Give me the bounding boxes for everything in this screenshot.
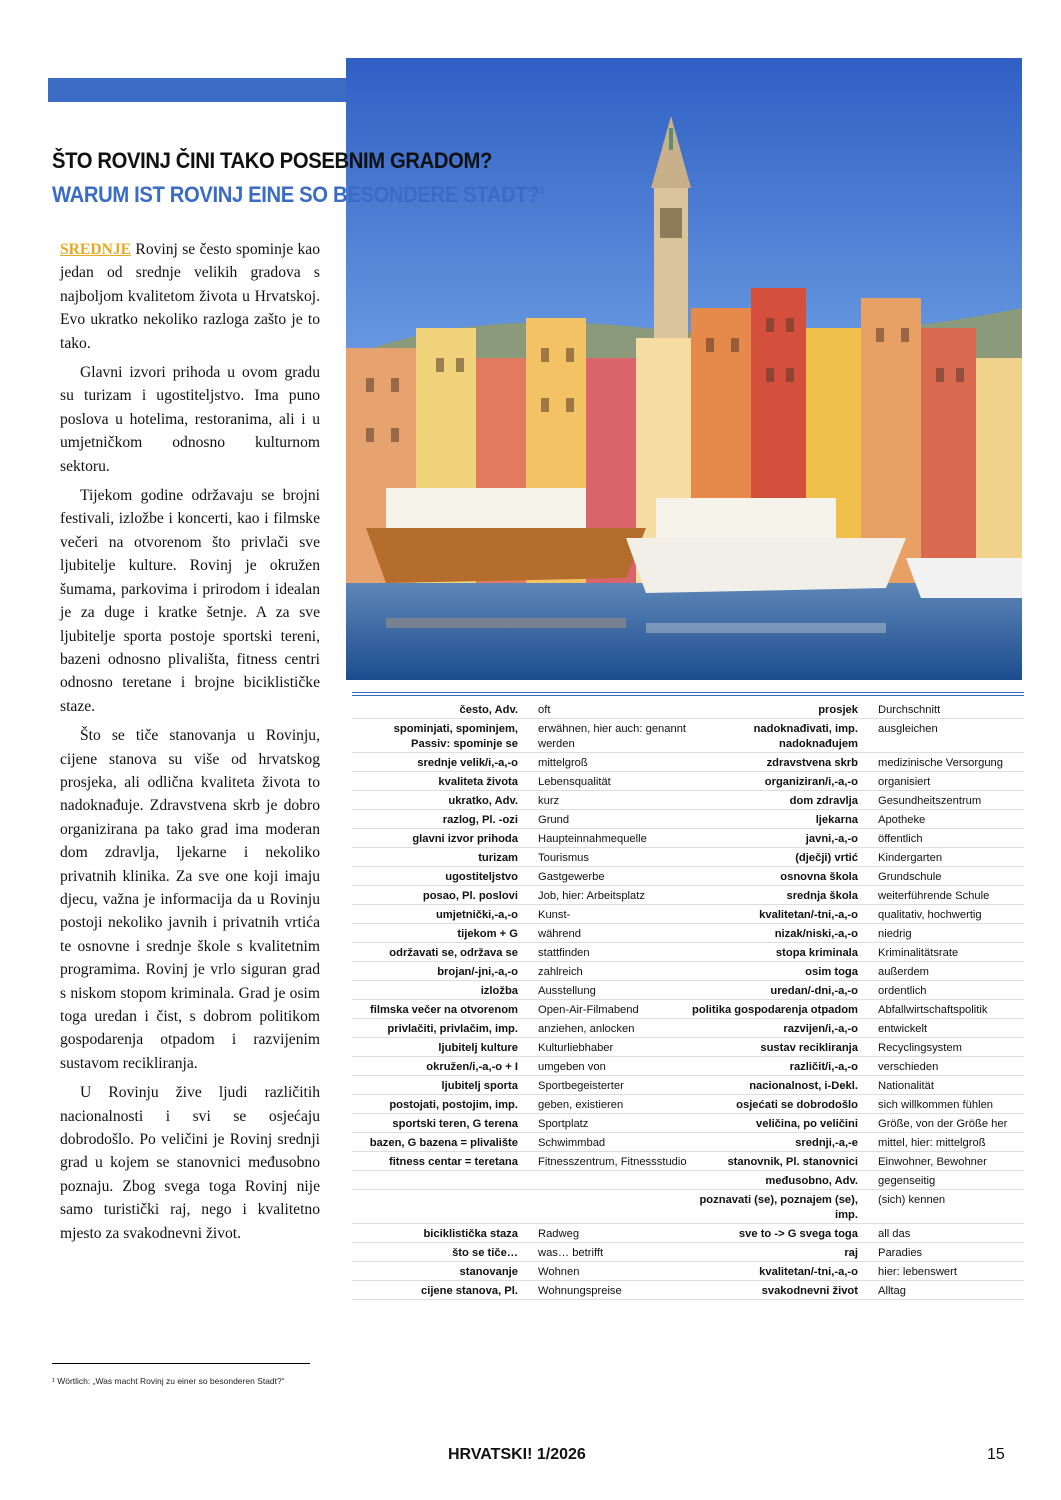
vocab-row <box>352 981 1024 1000</box>
vocab-term-hr-2: poznavati (se), poznajem (se), imp. <box>699 1194 858 1221</box>
vocab-row <box>352 829 1024 848</box>
vocab-term-hr: tijekom + G <box>457 928 518 940</box>
vocab-term-hr-2: razvijen/i,-a,-o <box>783 1023 858 1035</box>
vocab-row <box>352 867 1024 886</box>
vocab-term-hr-2: srednji,-a,-e <box>795 1137 858 1149</box>
vocab-term-hr <box>352 1190 524 1223</box>
vocab-term-hr: ljubitelj sporta <box>441 1080 518 1092</box>
vocab-term-hr-2: dom zdravlja <box>789 795 858 807</box>
vocab-term-hr: sportski teren, G terena <box>392 1118 518 1130</box>
footnote: ¹ Wörtlich: „Was macht Rovinj zu einer so besonderen Stadt?“ <box>52 1376 285 1386</box>
vocab-translation-de-2: Grundschule <box>878 871 942 883</box>
vocab-term-hr-2: politika gospodarenja otpadom <box>692 1004 858 1016</box>
vocab-row <box>352 1057 1024 1076</box>
vocab-translation-de: Wohnen <box>538 1266 580 1278</box>
vocab-translation-de-2: Paradies <box>878 1247 923 1259</box>
vocab-term-hr: fitness centar = teretana <box>388 1156 518 1168</box>
vocab-translation-de: Sportbegeisterter <box>538 1080 624 1092</box>
vocab-translation-de-2: ordentlich <box>878 985 927 997</box>
article-paragraph-2: Glavni izvori prihoda u ovom gradu su turizam i ugostiteljstvo. Ima puno poslova u hotelima, restoranima, ali i u umjetničkom odnosno kulturnom sektoru. <box>60 364 320 475</box>
vocab-row <box>352 1171 1024 1190</box>
vocab-translation-de-2: niedrig <box>878 928 912 940</box>
vocab-row <box>352 1000 1024 1019</box>
vocab-term-hr: biciklistička staza <box>423 1228 518 1240</box>
vocab-translation-de-2: Apotheke <box>878 814 926 826</box>
vocab-translation-de: erwähnen, hier auch: genannt werden <box>538 723 687 750</box>
vocab-term-hr-2: međusobno, Adv. <box>765 1175 858 1187</box>
vocab-term-hr-2: stopa kriminala <box>775 947 858 959</box>
vocab-row <box>352 924 1024 943</box>
footnote-divider <box>52 1363 310 1364</box>
vocab-term-hr-2: srednja škola <box>786 890 858 902</box>
vocab-translation-de: oft <box>538 704 551 716</box>
vocab-row <box>352 886 1024 905</box>
vocab-translation-de-2: all das <box>878 1228 911 1240</box>
vocab-term-hr: glavni izvor prihoda <box>412 833 518 845</box>
vocab-translation-de-2: mittel, hier: mittelgroß <box>878 1137 986 1149</box>
vocab-term-hr: okružen/i,-a,-o + I <box>426 1061 518 1073</box>
vocab-term-hr-2: svakodnevni život <box>761 1285 858 1297</box>
vocab-translation-de-2: Einwohner, Bewohner <box>878 1156 987 1168</box>
vocab-translation-de-2: Kriminalitätsrate <box>878 947 959 959</box>
vocab-term-hr: bazen, G bazena = plivalište <box>369 1137 518 1149</box>
vocab-term-hr-2: uredan/-dni,-a,-o <box>770 985 858 997</box>
vocab-term-hr: spominjati, spominjem, Passiv: spominje se <box>393 723 518 750</box>
vocab-term-hr: stanovanje <box>459 1266 518 1278</box>
magazine-issue: HRVATSKI! 1/2026 <box>448 1446 586 1463</box>
article-paragraph-4: Što se tiče stanovanja u Rovinju, cijene stanova su više od hrvatskog prosjeka, ali odlična kvaliteta života to nadoknađuje. Zdravstvena skrb je dobro organizirana pa tako grad ima moderan dom zdravlja, ljekarne i nekoliko privatnih klinika. Za sve one koji imaju djecu, važna je informacija da u Rovinju postoji nekoliko javnih i privatnih vrtića te osnovne i srednje škole s kvalitetnim programima. Rovinj je vrlo siguran grad s niskom stopom kriminala. Grad je osim toga uredan i čist, s dobrom politikom gospodarenja otpadom i razvijenim sustavom recikliranja. <box>60 727 320 1072</box>
vocab-term-hr: održavati se, održava se <box>389 947 518 959</box>
vocab-translation-de-2: ausgleichen <box>878 723 938 735</box>
vocab-row <box>352 1152 1024 1171</box>
vocab-translation-de-2: medizinische Versorgung <box>878 757 1003 769</box>
vocab-translation-de: Lebensqualität <box>538 776 611 788</box>
vocab-row <box>352 1262 1024 1281</box>
vocab-translation-de: während <box>538 928 581 940</box>
vocab-term-hr-2: osjećati se dobrodošlo <box>736 1099 858 1111</box>
vocab-term-hr-2: organiziran/i,-a,-o <box>764 776 858 788</box>
vocab-translation-de: umgeben von <box>538 1061 606 1073</box>
vocab-term-hr-2: zdravstvena skrb <box>766 757 858 769</box>
vocab-translation-de-2: Nationalität <box>878 1080 934 1092</box>
vocab-term-hr-2: nacionalnost, i-Dekl. <box>749 1080 858 1092</box>
vocab-translation-de: Sportplatz <box>538 1118 589 1130</box>
vocab-row <box>352 700 1024 719</box>
vocab-term-hr: filmska večer na otvorenom <box>370 1004 518 1016</box>
vocab-translation-de: Kulturliebhaber <box>538 1042 614 1054</box>
vocab-term-hr: umjetnički,-a,-o <box>435 909 518 921</box>
vocab-translation-de-2: außerdem <box>878 966 929 978</box>
vocab-row <box>352 1281 1024 1300</box>
vocab-row <box>352 791 1024 810</box>
vocab-translation-de-2: sich willkommen fühlen <box>878 1099 994 1111</box>
vocab-translation-de-2: (sich) kennen <box>878 1194 946 1206</box>
headline-croatian: ŠTO ROVINJ ČINI TAKO POSEBNIM GRADOM? <box>52 148 492 173</box>
vocab-rule-top <box>352 692 1024 693</box>
vocab-translation-de-2: entwickelt <box>878 1023 928 1035</box>
vocab-translation-de <box>524 1171 688 1189</box>
vocab-translation-de-2: verschieden <box>878 1061 939 1073</box>
vocab-row <box>352 1038 1024 1057</box>
vocab-translation-de-2: gegenseitig <box>878 1175 936 1187</box>
vocab-term-hr-2: (dječji) vrtić <box>795 852 858 864</box>
vocab-term-hr: razlog, Pl. -ozi <box>442 814 518 826</box>
vocab-translation-de: Haupteinnahmequelle <box>538 833 647 845</box>
vocab-row <box>352 1095 1024 1114</box>
vocab-term-hr-2: veličina, po veličini <box>756 1118 858 1130</box>
vocab-term-hr-2: sve to -> G svega toga <box>738 1228 858 1240</box>
vocab-translation-de-2: Größe, von der Größe her <box>878 1118 1008 1130</box>
article-paragraph-1 <box>60 238 320 355</box>
vocab-row <box>352 962 1024 981</box>
vocab-translation-de: mittelgroß <box>538 757 588 769</box>
vocab-term-hr-2: nizak/niski,-a,-o <box>774 928 858 940</box>
vocab-row <box>352 1243 1024 1262</box>
vocab-row <box>352 810 1024 829</box>
vocab-row <box>352 1133 1024 1152</box>
vocab-translation-de-2: weiterführende Schule <box>878 890 990 902</box>
vocab-term-hr: turizam <box>478 852 518 864</box>
vocab-translation-de-2: Alltag <box>878 1285 906 1297</box>
vocab-translation-de: Radweg <box>538 1228 580 1240</box>
vocab-term-hr-2: kvalitetan/-tni,-a,-o <box>759 1266 858 1278</box>
article-body <box>60 238 320 1251</box>
vocab-term-hr-2: osnovna škola <box>780 871 858 883</box>
vocab-term-hr: posao, Pl. poslovi <box>422 890 518 902</box>
vocab-term-hr: brojan/-jni,-a,-o <box>437 966 518 978</box>
vocab-term-hr-2: javni,-a,-o <box>805 833 858 845</box>
vocab-term-hr-2: raj <box>844 1247 858 1259</box>
vocab-translation-de: Fitnesszentrum, Fitnessstudio <box>538 1156 687 1168</box>
vocab-translation-de-2: Kindergarten <box>878 852 943 864</box>
vocab-term-hr-2: sustav recikliranja <box>760 1042 858 1054</box>
vocab-translation-de: Open-Air-Filmabend <box>538 1004 639 1016</box>
vocab-translation-de-2: organisiert <box>878 776 931 788</box>
vocab-term-hr-2: prosjek <box>818 704 858 716</box>
vocab-translation-de-2: Abfallwirtschaftspolitik <box>878 1004 988 1016</box>
vocab-translation-de: Kunst- <box>538 909 571 921</box>
vocab-translation-de-2: Gesundheitszentrum <box>878 795 982 807</box>
vocab-row <box>352 905 1024 924</box>
footnote-marker: 1 <box>539 184 545 197</box>
vocab-row <box>352 1019 1024 1038</box>
vocab-row <box>352 1076 1024 1095</box>
vocab-translation-de: anziehen, anlocken <box>538 1023 635 1035</box>
vocab-term-hr: ugostiteljstvo <box>445 871 518 883</box>
vocab-translation-de: Wohnungspreise <box>538 1285 622 1297</box>
vocab-row <box>352 1114 1024 1133</box>
vocab-term-hr <box>352 1171 524 1189</box>
vocab-row <box>352 1190 1024 1224</box>
vocab-term-hr-2: nadoknađivati, imp. nadoknađujem <box>753 723 858 750</box>
vocab-term-hr: postojati, postojim, imp. <box>389 1099 518 1111</box>
headline-german-text: WARUM IST ROVINJ EINE SO BESONDERE STADT? <box>52 182 540 207</box>
vocab-translation-de: stattfinden <box>538 947 590 959</box>
vocab-translation-de: was… betrifft <box>538 1247 604 1259</box>
vocabulary-table <box>352 700 1024 1300</box>
vocab-translation-de: Gastgewerbe <box>538 871 605 883</box>
vocab-term-hr: cijene stanova, Pl. <box>420 1285 518 1297</box>
vocab-term-hr: srednje velik/i,-a,-o <box>417 757 518 769</box>
vocab-translation-de: Grund <box>538 814 570 826</box>
vocab-term-hr: privlačiti, privlačim, imp. <box>387 1023 518 1035</box>
vocab-translation-de: zahlreich <box>538 966 583 978</box>
vocab-row <box>352 943 1024 962</box>
vocab-translation-de: kurz <box>538 795 560 807</box>
vocab-translation-de-2: öffentlich <box>878 833 923 845</box>
vocab-row <box>352 848 1024 867</box>
vocab-translation-de: Ausstellung <box>538 985 596 997</box>
vocab-row <box>352 772 1024 791</box>
vocab-term-hr-2: kvalitetan/-tni,-a,-o <box>759 909 858 921</box>
vocab-term-hr-2: osim toga <box>805 966 858 978</box>
page-number: 15 <box>987 1446 1005 1463</box>
vocab-row <box>352 1224 1024 1243</box>
vocab-term-hr-2: stanovnik, Pl. stanovnici <box>727 1156 858 1168</box>
vocab-translation-de-2: hier: lebenswert <box>878 1266 957 1278</box>
vocab-rule-bottom <box>352 695 1024 696</box>
vocab-translation-de-2: qualitativ, hochwertig <box>878 909 982 921</box>
article-paragraph-5: U Rovinju žive ljudi različitih nacionalnosti i svi se osjećaju dobrodošlo. Po veličini je Rovinj srednji grad u kojem se stanovnici međusobno poznaju. Zbog svega toga Rovinj nije samo turistički raj, nego i kvalitetno mjesto za svakodnevni život. <box>60 1084 320 1242</box>
vocab-translation-de: Schwimmbad <box>538 1137 606 1149</box>
headline-german <box>52 182 544 208</box>
vocab-term-hr: što se tiče… <box>452 1247 518 1259</box>
vocab-translation-de-2: Recyclingsystem <box>878 1042 962 1054</box>
article-p1-text: Rovinj se često spominje kao jedan od srednje velikih gradova s najboljom kvalitetom života u Hrvatskoj. Evo ukratko nekoliko razloga zašto je to tako. <box>60 241 320 352</box>
vocab-term-hr-2: različit/i,-a,-o <box>789 1061 858 1073</box>
vocab-term-hr: izložba <box>480 985 518 997</box>
vocab-translation-de: Job, hier: Arbeitsplatz <box>538 890 645 902</box>
vocab-term-hr: ljubitelj kulture <box>438 1042 518 1054</box>
vocab-translation-de-2: Durchschnitt <box>878 704 941 716</box>
vocab-term-hr: ukratko, Adv. <box>448 795 518 807</box>
level-label: SREDNJE <box>60 241 132 258</box>
vocab-row <box>352 719 1024 753</box>
vocab-term-hr: kvaliteta života <box>438 776 518 788</box>
vocab-translation-de <box>524 1190 688 1223</box>
vocab-row <box>352 753 1024 772</box>
vocab-term-hr-2: ljekarna <box>815 814 858 826</box>
vocab-translation-de: geben, existieren <box>538 1099 624 1111</box>
vocab-translation-de: Tourismus <box>538 852 589 864</box>
vocab-term-hr: često, Adv. <box>459 704 518 716</box>
article-paragraph-3: Tijekom godine održavaju se brojni festivali, izložbe i koncerti, kao i filmske večeri na otvorenom što privlači sve ljubitelje kulture. Rovinj je okružen šumama, parkovima i prirodom i idealan je za duge i kratke šetnje. A za sve ljubitelje sporta postoje sportski tereni, bazeni odnosno plivališta, fitness centri odnosno teretane i brojne biciklističke staze. <box>60 487 320 715</box>
